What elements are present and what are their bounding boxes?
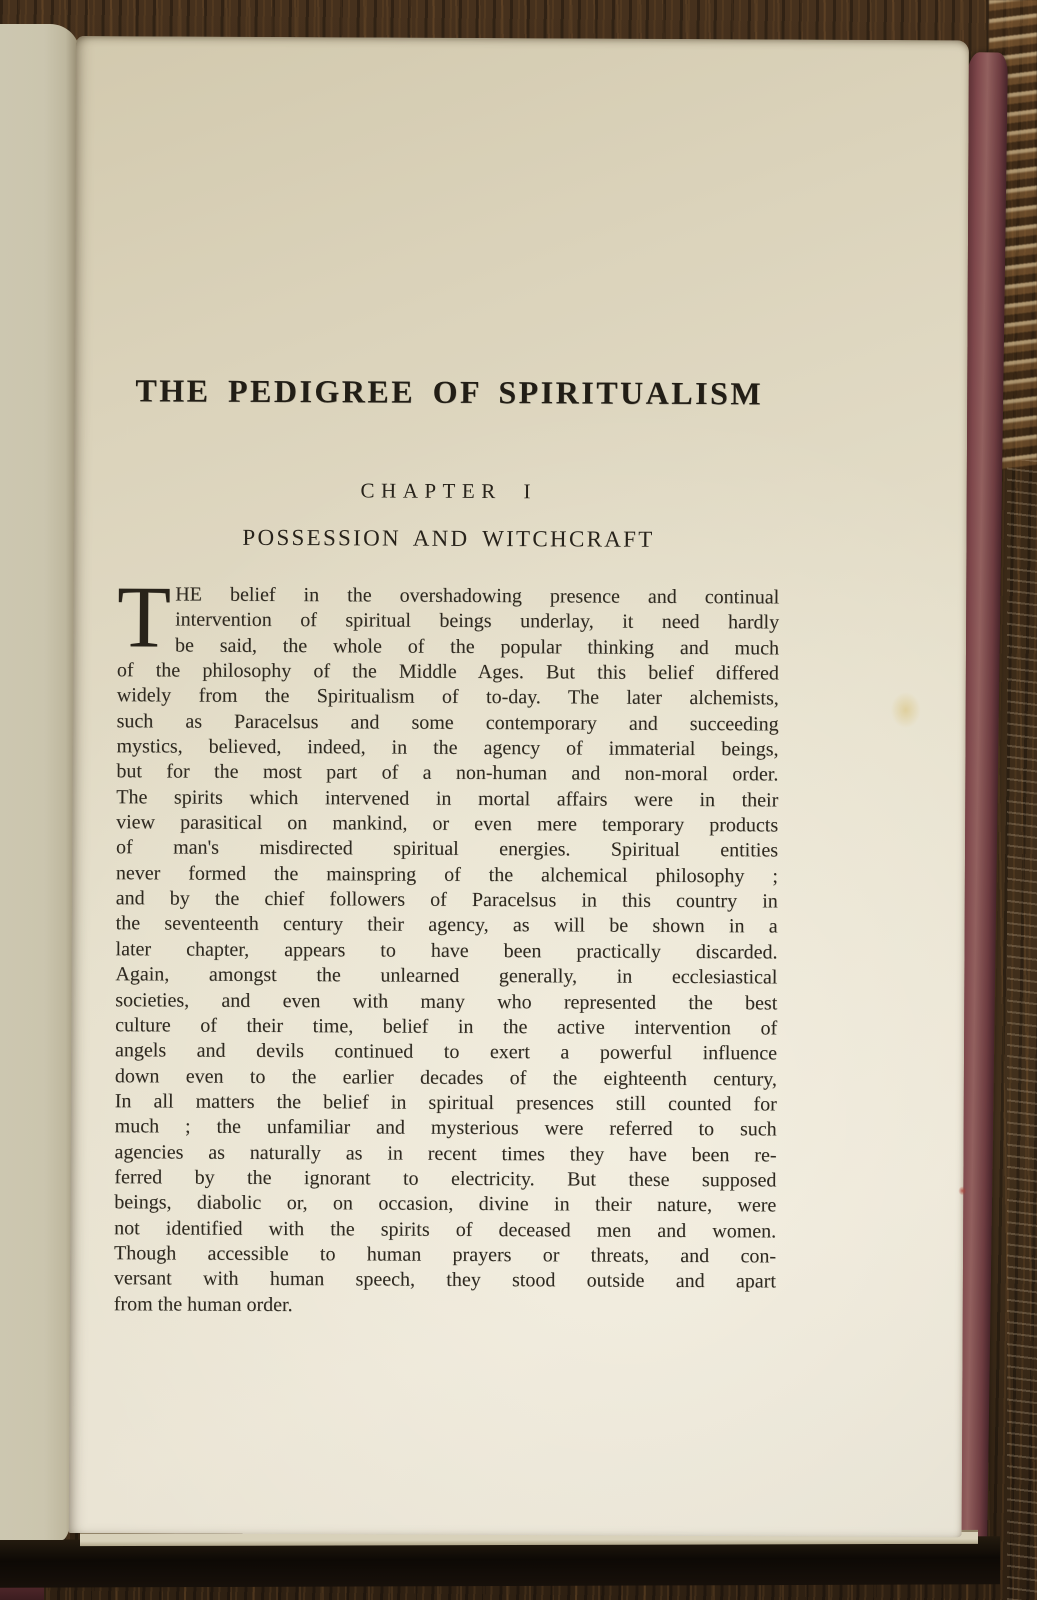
- text-line: HE belief in the overshadowing presence and continual: [175, 583, 780, 609]
- text-line: from the human order.: [113, 1292, 293, 1316]
- paragraph-lines: [113, 569, 780, 1320]
- text-line: ferred by the ignorant to electricity. But these supposed: [114, 1166, 777, 1192]
- text-line: down even to the earlier decades of the eighteenth century,: [114, 1064, 777, 1090]
- text-line: Again, amongst the unlearned generally, in ecclesiastical: [115, 963, 778, 989]
- book-page: [69, 36, 969, 1537]
- chapter-heading: CHAPTER I: [360, 478, 538, 504]
- text-line: such as Paracelsus and some contemporary and succeeding: [116, 709, 779, 736]
- page-speck: [958, 1186, 966, 1195]
- text-line: and by the chief followers of Paracelsus in this country in: [115, 887, 778, 913]
- text-line: mystics, believed, indeed, in the agency of immaterial beings,: [116, 735, 779, 761]
- text-line: In all matters the belief in spiritual presences still counted for: [114, 1090, 777, 1116]
- text-line: widely from the Spiritualism of to-day. The later alchemists,: [116, 684, 779, 710]
- page-content: [113, 36, 782, 1536]
- facing-page-edge: [0, 24, 80, 1540]
- text-line: of man's misdirected spiritual energies. Spiritual entities: [115, 836, 779, 862]
- wood-grain-highlight: [1007, 460, 1037, 1600]
- chapter-title: POSSESSION AND WITCHCRAFT: [242, 524, 655, 552]
- text-line: societies, and even with many who represented the best: [115, 988, 778, 1014]
- text-line: not identified with the spirits of deceased men and women.: [114, 1216, 777, 1243]
- drop-cap: T: [116, 569, 172, 667]
- text-line: much ; the unfamiliar and mysterious were referred to such: [114, 1115, 777, 1141]
- page-stain: [891, 692, 921, 728]
- text-line: view parasitical on mankind, or even mere temporary products: [116, 811, 779, 837]
- text-line: be said, the whole of the popular thinking and much: [174, 634, 780, 660]
- text-line: Though accessible to human prayers or threats, and con-: [113, 1242, 777, 1268]
- text-line: culture of their time, belief in the active intervention of: [115, 1014, 778, 1040]
- text-line: intervention of spiritual beings underlay, it need hardly: [175, 608, 780, 634]
- text-line: beings, diabolic or, on occasion, divine in their nature, were: [114, 1191, 777, 1217]
- text-line: never formed the mainspring of the alchemical philosophy ;: [115, 861, 778, 888]
- text-line: of the philosophy of the Middle Ages. But this belief differed: [116, 659, 779, 685]
- text-line: agencies as naturally as in recent times they have been re-: [114, 1140, 777, 1166]
- text-line: the seventeenth century their agency, as will be shown in a: [115, 912, 778, 938]
- text-line: The spirits which intervened in mortal affairs were in their: [116, 785, 779, 812]
- text-line: versant with human speech, they stood outside and apart: [113, 1267, 776, 1293]
- running-title: THE PEDIGREE OF SPIRITUALISM: [135, 372, 764, 412]
- text-line: but for the most part of a non-human and non-moral order.: [116, 760, 779, 786]
- text-line: angels and devils continued to exert a powerful influence: [114, 1039, 778, 1065]
- body-paragraph: [113, 569, 780, 1320]
- text-line: later chapter, appears to have been practically discarded.: [115, 938, 778, 964]
